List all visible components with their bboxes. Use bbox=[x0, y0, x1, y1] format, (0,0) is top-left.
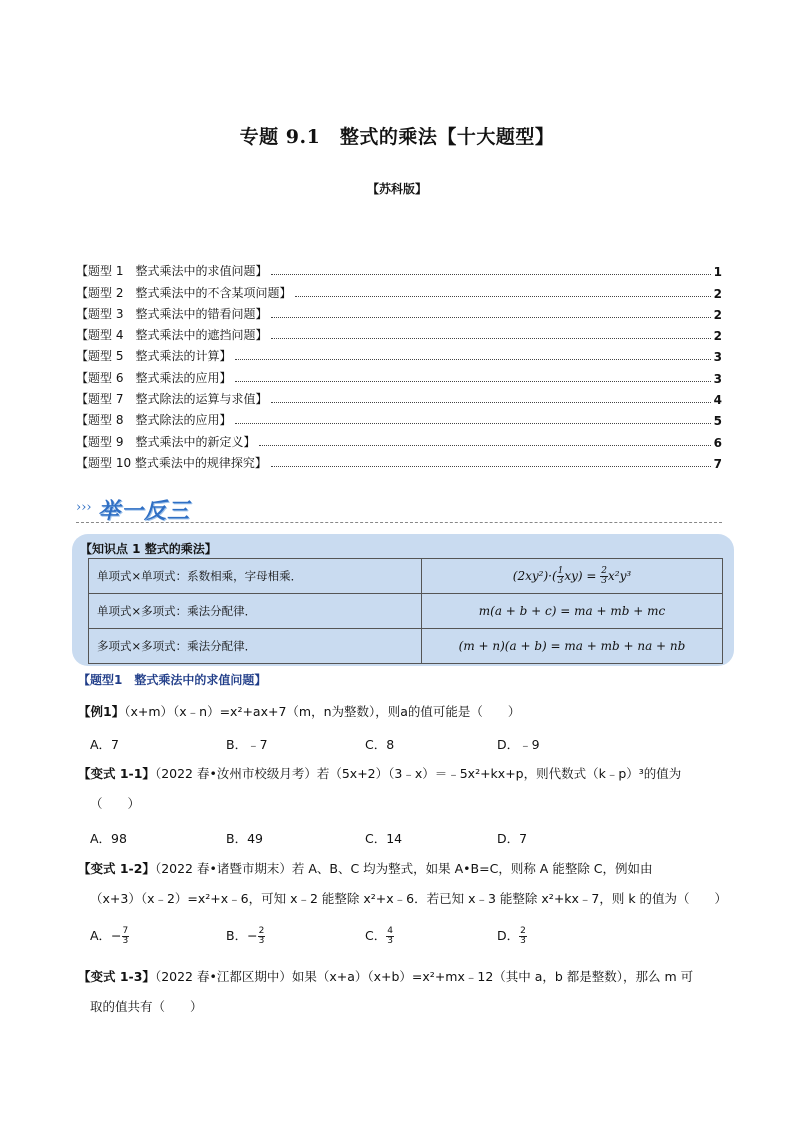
toc-leader bbox=[271, 274, 710, 275]
toc-leader bbox=[271, 317, 710, 318]
toc-leader bbox=[295, 296, 710, 297]
toc-item-label: 【题型 2 整式乘法中的不含某项问题】 bbox=[76, 285, 292, 300]
formula-part: x²y³ bbox=[608, 568, 632, 583]
option-d[interactable]: D．﹣9 bbox=[497, 737, 540, 752]
fraction-denominator: 3 bbox=[122, 936, 129, 946]
table-of-contents bbox=[76, 258, 722, 471]
toc-item-page: 5 bbox=[713, 414, 722, 429]
variant-question bbox=[78, 854, 726, 914]
toc-item[interactable] bbox=[76, 279, 722, 300]
question-tag: 【变式 1-3】 bbox=[78, 969, 155, 984]
formula-part: (2xy²)·( bbox=[512, 568, 557, 583]
toc-item-label: 【题型 6 整式乘法的应用】 bbox=[76, 370, 232, 385]
question-text: （2022 春•江都区期中）如果（x+a）（x+b）=x²+mx﹣12（其中 a，b 都是整数），那么 m 可 bbox=[154, 969, 694, 984]
toc-item-label: 【题型 5 整式乘法的计算】 bbox=[76, 349, 232, 364]
table-row bbox=[89, 559, 723, 594]
option-b[interactable]: B．﹣7 bbox=[226, 737, 268, 752]
toc-leader bbox=[271, 402, 710, 403]
arrows-icon: ››› bbox=[76, 500, 92, 515]
fraction-denominator: 3 bbox=[557, 575, 564, 586]
section-banner bbox=[76, 494, 722, 526]
option-c[interactable]: C．14 bbox=[365, 831, 403, 846]
fraction bbox=[122, 927, 130, 946]
question-text-continued: （x+3）（x﹣2）=x²+x﹣6，可知 x﹣2 能整除 x²+x﹣6．若已知 x﹣3 能整除 x²+kx﹣7，则 k 的值为（ ） bbox=[90, 891, 728, 906]
toc-item-page: 1 bbox=[713, 265, 722, 280]
formula-cell bbox=[422, 559, 723, 594]
toc-item-page: 2 bbox=[713, 307, 722, 322]
toc-leader bbox=[271, 466, 711, 467]
toc-item[interactable] bbox=[76, 407, 722, 428]
toc-item-label: 【题型 10 整式乘法中的规律探究】 bbox=[76, 455, 267, 470]
variant-question bbox=[78, 962, 726, 1022]
question-text: （2022 春•汝州市校级月考）若（5x+2）（3﹣x）＝﹣5x²+kx+p，则代数式（k﹣p）³的值为 bbox=[154, 766, 682, 781]
example-question bbox=[78, 697, 726, 727]
toc-leader bbox=[235, 359, 710, 360]
toc-item-page: 7 bbox=[713, 456, 722, 471]
option-d[interactable] bbox=[497, 926, 527, 946]
option-a[interactable]: A．98 bbox=[90, 831, 127, 846]
option-label: C． bbox=[365, 928, 387, 943]
fraction-numerator: 4 bbox=[387, 926, 393, 936]
fraction-numerator: 2 bbox=[258, 926, 265, 936]
answer-options bbox=[90, 735, 650, 757]
knowledge-title: 【知识点 1 整式的乘法】 bbox=[80, 542, 217, 556]
question-text: （x+m）（x﹣n）=x²+ax+7（m，n为整数），则a的值可能是（ ） bbox=[124, 704, 521, 719]
option-b[interactable] bbox=[226, 926, 265, 946]
fraction bbox=[600, 567, 608, 586]
option-label: D． bbox=[497, 928, 520, 943]
toc-item[interactable] bbox=[76, 364, 722, 385]
option-label: B．− bbox=[226, 928, 258, 943]
answer-options bbox=[90, 829, 650, 851]
formula-cell: (m + n)(a + b) = ma + mb + na + nb bbox=[422, 629, 723, 664]
option-a[interactable] bbox=[90, 926, 129, 946]
knowledge-box bbox=[72, 534, 734, 666]
fraction bbox=[519, 927, 527, 946]
toc-item-page: 4 bbox=[713, 393, 722, 408]
fraction-numerator: 2 bbox=[520, 926, 526, 936]
toc-item[interactable] bbox=[76, 258, 722, 279]
question-tag: 【例1】 bbox=[78, 704, 125, 719]
toc-item-label: 【题型 8 整式除法的应用】 bbox=[76, 413, 232, 428]
toc-leader bbox=[235, 423, 710, 424]
rule-cell: 单项式×单项式：系数相乘，字母相乘． bbox=[89, 559, 422, 594]
table-row bbox=[89, 629, 723, 664]
edition-label: 【苏科版】 bbox=[366, 182, 427, 196]
option-label: A．− bbox=[90, 928, 122, 943]
table-row bbox=[89, 594, 723, 629]
toc-leader bbox=[259, 445, 710, 446]
toc-item-page: 3 bbox=[713, 350, 722, 365]
rule-cell: 多项式×多项式：乘法分配律． bbox=[89, 629, 422, 664]
fraction-numerator: 7 bbox=[122, 926, 129, 936]
rule-cell: 单项式×多项式：乘法分配律． bbox=[89, 594, 422, 629]
question-text-continued: 取的值共有（ ） bbox=[90, 999, 203, 1014]
toc-item-label: 【题型 3 整式乘法中的错看问题】 bbox=[76, 306, 268, 321]
fraction bbox=[258, 927, 266, 946]
toc-item-label: 【题型 7 整式除法的运算与求值】 bbox=[76, 392, 268, 407]
toc-item-page: 3 bbox=[713, 371, 722, 386]
formula-cell: m(a + b + c) = ma + mb + mc bbox=[422, 594, 723, 629]
toc-item[interactable] bbox=[76, 428, 722, 449]
fraction bbox=[386, 927, 394, 946]
fraction-numerator: 1 bbox=[557, 565, 564, 576]
question-text-continued: （ ） bbox=[90, 796, 141, 811]
section-heading: 【题型1 整式乘法中的求值问题】 bbox=[78, 673, 267, 687]
fraction-denominator: 3 bbox=[387, 936, 393, 946]
fraction-denominator: 3 bbox=[258, 936, 265, 946]
variant-question bbox=[78, 759, 726, 819]
fraction-numerator: 2 bbox=[601, 565, 608, 576]
question-text: （2022 春•诸暨市期末）若 A、B、C 均为整式，如果 A•B=C，则称 A 能整除 C，例如由 bbox=[154, 861, 653, 876]
banner-title: 举一反三 bbox=[98, 499, 191, 524]
toc-item-label: 【题型 1 整式乘法中的求值问题】 bbox=[76, 264, 268, 279]
toc-item-page: 2 bbox=[713, 286, 722, 301]
toc-item[interactable] bbox=[76, 343, 722, 364]
toc-item[interactable] bbox=[76, 301, 722, 322]
toc-item-page: 6 bbox=[713, 435, 722, 450]
option-b[interactable]: B．49 bbox=[226, 831, 263, 846]
fraction-denominator: 3 bbox=[520, 936, 526, 946]
toc-item[interactable] bbox=[76, 386, 722, 407]
formula-part: xy) = bbox=[564, 568, 601, 583]
knowledge-table bbox=[88, 558, 723, 664]
toc-item-label: 【题型 9 整式乘法中的新定义】 bbox=[76, 434, 256, 449]
toc-leader bbox=[271, 338, 710, 339]
toc-leader bbox=[235, 381, 710, 382]
fraction-denominator: 3 bbox=[601, 575, 608, 586]
question-tag: 【变式 1-1】 bbox=[78, 766, 155, 781]
question-tag: 【变式 1-2】 bbox=[78, 861, 155, 876]
page-title: 专题 9.1 整式的乘法【十大题型】 bbox=[239, 126, 555, 148]
dashed-divider bbox=[76, 522, 722, 523]
toc-item-label: 【题型 4 整式乘法中的遮挡问题】 bbox=[76, 328, 268, 343]
option-d[interactable]: D．7 bbox=[497, 831, 528, 846]
toc-item[interactable] bbox=[76, 322, 722, 343]
option-c[interactable] bbox=[365, 926, 394, 946]
option-a[interactable]: A．7 bbox=[90, 737, 120, 752]
toc-item-page: 2 bbox=[713, 329, 722, 344]
toc-item[interactable] bbox=[76, 450, 722, 471]
option-c[interactable]: C．8 bbox=[365, 737, 395, 752]
answer-options bbox=[90, 926, 650, 948]
